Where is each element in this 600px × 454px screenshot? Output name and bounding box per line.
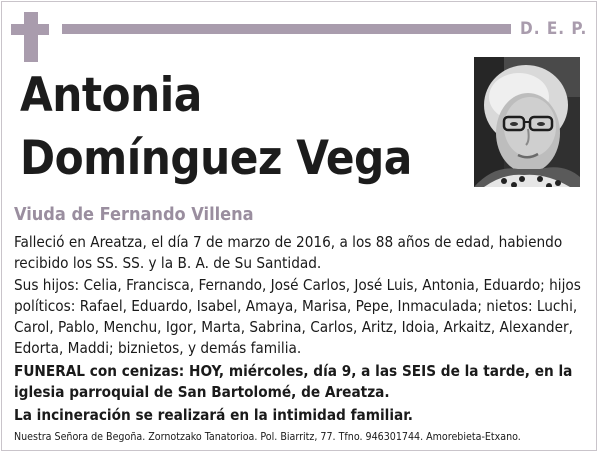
family-list: Sus hijos: Celia, Francisca, Fernando, José Carlos, José Luis, Antonia, Eduardo; hijos políticos: Rafael, Eduardo, Isabel, Amaya, Marisa, Pepe, Inmaculada; nietos: Luchi, Carol, Pablo, Menchu, Igor, Marta, Sabrina, Carlos, Aritz, Idoia, Arkaitz, Alexander, Edorta, Maddi; biznietos, y demás familia. bbox=[14, 276, 581, 357]
header-rule bbox=[62, 24, 511, 34]
death-notice: Falleció en Areatza, el día 7 de marzo de 2016, a los 88 años de edad, habiendo recibido los SS. SS. y la B. A. de Su Santidad. bbox=[14, 233, 563, 272]
portrait-photo bbox=[474, 57, 580, 187]
widow-line: Viuda de Fernando Villena bbox=[14, 204, 254, 225]
funeral-notice: FUNERAL con cenizas: HOY, miércoles, día 9, a las SEIS de la tarde, en la iglesia parroquial de San Bartolomé, de Areatza. bbox=[14, 362, 573, 401]
funeral-home-footer: Nuestra Señora de Begoña. Zornotzako Tanatorioa. Pol. Biarritz, 77. Tfno. 946301744. Amorebieta-Etxano. bbox=[14, 431, 521, 443]
dep-label: D. E. P. bbox=[520, 19, 588, 39]
cremation-notice: La incineración se realizará en la intimidad familiar. bbox=[14, 406, 413, 424]
elderly-woman-portrait-icon bbox=[474, 57, 580, 187]
surnames: Domínguez Vega bbox=[20, 131, 412, 186]
first-name: Antonia bbox=[20, 68, 202, 123]
